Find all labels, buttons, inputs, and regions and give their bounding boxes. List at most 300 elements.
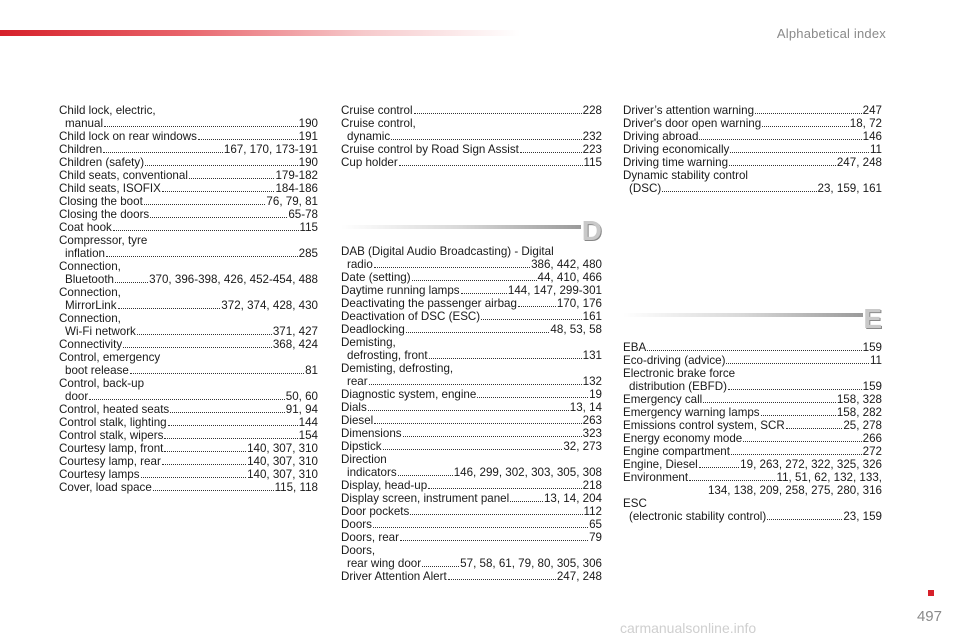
leader-dots [731,445,862,455]
entry-term: Diesel [341,414,374,427]
entry-term: Emissions control system, SCR [623,419,785,432]
leader-dots [647,341,861,351]
leader-dots [104,117,298,127]
index-entry [59,286,318,312]
entry-heading: Compressor, tyre [59,234,148,247]
index-entry [59,156,318,169]
entry-pages: 190 [298,156,318,169]
entry-term: Control stalk, lighting [59,416,167,429]
index-entry [623,367,882,393]
entry-heading: Demisting, [341,336,396,349]
leader-dots [89,390,285,400]
entry-term: (DSC) [629,182,662,195]
index-line [59,468,318,481]
entry-term: Closing the doors [59,208,150,221]
entry-pages: 154 [298,429,318,442]
entry-term: Daytime running lamps [341,284,460,297]
entry-term: Display screen, instrument panel [341,492,510,505]
entry-pages: 11 [869,354,882,367]
entry-term: distribution (EBFD) [629,380,727,393]
entry-term: Cruise control by Road Sign Assist [341,143,519,156]
entry-pages: 57, 58, 61, 79, 80, 305, 306 [460,557,602,570]
index-line [623,354,882,367]
index-entry [623,143,882,156]
leader-dots [162,455,246,465]
leader-dots [729,156,836,166]
entry-heading: Doors, [341,544,376,557]
leader-dots [399,156,583,166]
entry-term: Courtesy lamp, rear [59,455,161,468]
entry-term: Diagnostic system, engine [341,388,477,401]
entry-term: Engine compartment [623,445,730,458]
entry-pages: 115 [299,221,318,234]
leader-dots [141,468,247,478]
index-entry [59,234,318,260]
leader-dots [369,375,582,385]
index-entry [623,497,882,523]
entry-term: Wi-Fi network [65,325,136,338]
watermark: carmanualsonline.info [620,620,757,636]
index-line [341,570,602,583]
entry-heading: Connection, [59,260,121,273]
index-entry [341,531,602,544]
index-entry [59,221,318,234]
section-letter-e: E [863,303,882,334]
leader-dots [403,427,582,437]
entry-pages: 13, 14 [569,401,602,414]
entry-term: rear wing door [347,557,422,570]
index-line [623,471,882,484]
leader-dots [767,510,842,520]
index-line [59,455,318,468]
leader-dots [689,471,775,481]
index-line [623,130,882,143]
index-entry [59,429,318,442]
leader-dots [162,182,275,192]
entry-term: defrosting, front [347,349,428,362]
index-line [623,143,882,156]
entry-pages: 184-186 [275,182,318,195]
index-line [623,393,882,406]
index-entry [59,169,318,182]
index-line [59,442,318,455]
index-entry [341,297,602,310]
entry-heading: Electronic brake force [623,367,736,380]
entry-term: Control stalk, wipers [59,429,164,442]
entry-pages: 159 [862,341,882,354]
index-line [341,284,602,297]
index-entry [59,338,318,351]
header-accent-bar [0,30,520,36]
entry-term: Emergency warning lamps [623,406,760,419]
entry-heading: ESC [623,497,647,510]
index-entry [341,453,602,479]
leader-dots [429,349,582,359]
index-entry [623,432,882,445]
entry-pages: 48, 53, 58 [550,323,602,336]
entry-pages: 223 [582,143,602,156]
index-entry [59,312,318,338]
index-entry [623,156,882,169]
index-line [59,390,318,403]
entry-heading: Connection, [59,286,121,299]
index-line [59,117,318,130]
index-entry [341,143,602,156]
index-line [59,416,318,429]
leader-dots [726,354,869,364]
index-entry [341,117,602,143]
page-marker [928,590,934,596]
index-line [341,427,602,440]
entry-pages: 115, 118 [274,481,318,494]
page-number: 497 [916,608,942,625]
index-entry [341,427,602,440]
entry-pages: 79 [589,531,602,544]
entry-heading: Cruise control, [341,117,416,130]
leader-dots [477,388,588,398]
leader-dots [662,182,816,192]
entry-pages: 140, 307, 310 [247,455,318,468]
entry-pages: 81 [305,364,318,377]
entry-pages: 19 [589,388,602,401]
index-entry [623,117,882,130]
leader-dots [400,531,588,541]
index-line [341,440,602,453]
index-line [623,156,882,169]
entry-term: Courtesy lamp, front [59,442,164,455]
entry-term: Driver’s attention warning [623,104,755,117]
entry-term: Date (setting) [341,271,411,284]
entry-term: Dimensions [341,427,402,440]
index-line [623,341,882,354]
entry-term: Eco-driving (advice) [623,354,726,367]
index-line [623,104,882,117]
entry-pages: 190 [298,117,318,130]
index-entry [59,351,318,377]
index-line [59,325,318,338]
index-entry [341,336,602,362]
entry-pages: 159 [862,380,882,393]
index-line [59,130,318,143]
index-line [623,117,882,130]
index-entry [59,182,318,195]
entry-pages: 115 [583,156,602,169]
leader-dots [168,416,298,426]
leader-dots [164,429,297,439]
entry-heading: Direction [341,453,387,466]
entry-pages: 65-78 [288,208,318,221]
entry-heading: Demisting, defrosting, [341,362,454,375]
index-line [341,323,602,336]
entry-pages: 44, 410, 466 [537,271,602,284]
index-entry [341,440,602,453]
index-line [59,195,318,208]
entry-term: Driving time warning [623,156,729,169]
entry-pages: 13, 14, 204 [543,492,602,505]
index-entry [341,492,602,505]
entry-pages: 140, 307, 310 [247,442,318,455]
index-line [59,403,318,416]
leader-dots [164,442,246,452]
entry-pages: 191 [298,130,318,143]
leader-dots [170,403,285,413]
entry-term: Door pockets [341,505,410,518]
entry-heading: DAB (Digital Audio Broadcasting) - Digital [341,245,554,258]
entry-pages: 32, 273 [563,440,602,453]
entry-term: Child lock on rear windows [59,130,197,143]
index-entry [59,143,318,156]
leader-dots [189,169,275,179]
entry-term: radio [347,258,373,271]
leader-dots [150,208,287,218]
entry-pages: 247, 248 [556,570,602,583]
index-line [59,429,318,442]
entry-pages: 65 [589,518,602,531]
leader-dots [106,247,298,257]
index-line [341,258,602,271]
entry-pages: 167, 170, 173-191 [223,143,318,156]
entry-term: Driving abroad [623,130,699,143]
leader-dots [730,143,869,153]
index-entry [623,104,882,117]
entry-term: Dials [341,401,367,414]
leader-dots [391,130,581,140]
entry-heading: Control, back-up [59,377,145,390]
index-entry [623,354,882,367]
leader-dots [743,432,861,442]
entry-term: Doors [341,518,372,531]
entry-pages: 371, 427 [272,325,318,338]
index-line [341,505,602,518]
leader-dots [368,401,569,411]
index-line [341,518,602,531]
entry-pages: 323 [582,427,602,440]
leader-dots [130,364,304,374]
index-entry [341,401,602,414]
entry-pages: 232 [582,130,602,143]
entry-term: EBA [623,341,647,354]
leader-dots [699,130,861,140]
index-line [59,182,318,195]
index-line [341,388,602,401]
leader-dots [144,195,266,205]
leader-dots [113,221,299,231]
leader-dots [481,310,581,320]
entry-term: Doors, rear [341,531,399,544]
index-entry [59,104,318,130]
entry-pages: 23, 159, 161 [817,182,882,195]
entry-pages: 144, 147, 299-301 [507,284,602,297]
index-column-3 [623,104,882,523]
index-entry [623,419,882,432]
index-line [341,414,602,427]
index-entry [623,393,882,406]
leader-dots [510,492,543,502]
entry-pages: 23, 159 [843,510,882,523]
section-title: Alphabetical index [776,26,886,41]
entry-pages: 272 [862,445,882,458]
entry-pages: 146 [862,130,882,143]
index-entry [341,518,602,531]
entry-pages: 368, 424 [272,338,318,351]
index-line [59,338,318,351]
index-column-1 [59,104,318,494]
entry-term: Driver's door open warning [623,117,762,130]
index-entry [341,479,602,492]
index-line [341,349,602,362]
leader-dots [520,143,582,153]
entry-pages: 11, 51, 62, 132, 133, [776,471,882,484]
index-line [59,273,318,286]
leader-dots [153,481,274,491]
index-line [59,208,318,221]
entry-pages-continued: 134, 138, 209, 258, 275, 280, 316 [707,484,882,497]
leader-dots [786,419,843,429]
entry-pages: 50, 60 [285,390,318,403]
index-entry [341,104,602,117]
index-line [341,156,602,169]
leader-dots [123,338,272,348]
leader-dots [703,393,836,403]
index-entry [623,445,882,458]
index-entry [341,544,602,570]
leader-dots [118,299,221,309]
entry-term: Child seats, conventional [59,169,188,182]
index-entry [341,245,602,271]
entry-pages: 76, 79, 81 [266,195,318,208]
index-entry [59,130,318,143]
entry-term: Cover, load space [59,481,152,494]
entry-heading: Control, emergency [59,351,161,364]
entry-term: door [65,390,89,403]
entry-term: Closing the boot [59,195,143,208]
entry-term: Dipstick [341,440,382,453]
leader-dots [448,570,556,580]
leader-dots [374,258,530,268]
entry-term: Environment [623,471,689,484]
entry-pages: 170, 176 [556,297,602,310]
entry-term: Cruise control [341,104,413,117]
entry-term: inflation [65,247,105,260]
index-entry [341,156,602,169]
entry-term: Deactivation of DSC (ESC) [341,310,481,323]
entry-term: MirrorLink [65,299,117,312]
entry-term: Driver Attention Alert [341,570,447,583]
index-entry [623,471,882,497]
index-line [59,156,318,169]
entry-term: Deactivating the passenger airbag [341,297,517,310]
entry-term: Connectivity [59,338,123,351]
entry-pages: 132 [582,375,602,388]
leader-dots [398,466,453,476]
index-entry [59,403,318,416]
leader-dots [103,143,223,153]
index-column-2 [341,104,602,583]
index-entry [623,458,882,471]
index-line [341,401,602,414]
index-entry [59,481,318,494]
entry-pages: 247, 248 [836,156,882,169]
index-entry [341,271,602,284]
entry-pages: 372, 374, 428, 430 [221,299,318,312]
entry-pages: 140, 307, 310 [247,468,318,481]
entry-term: manual [65,117,104,130]
index-line [59,247,318,260]
leader-dots [410,505,582,515]
leader-dots [198,130,298,140]
entry-pages: 19, 263, 272, 322, 325, 326 [740,458,882,471]
entry-pages: 112 [583,505,602,518]
entry-term: boot release [65,364,129,377]
leader-dots [406,323,550,333]
index-entry [623,406,882,419]
entry-heading: Dynamic stability control [623,169,748,182]
letter-divider-d [341,197,602,246]
index-line [341,271,602,284]
leader-dots [422,557,459,567]
index-entry [341,388,602,401]
leader-dots [762,117,849,127]
index-line [59,364,318,377]
entry-term: Control, heated seats [59,403,170,416]
entry-term: Energy economy mode [623,432,743,445]
index-line [59,299,318,312]
index-entry [59,377,318,403]
entry-term: Children (safety) [59,156,145,169]
leader-dots [728,380,862,390]
entry-pages: 285 [298,247,318,260]
entry-term: rear [347,375,368,388]
entry-term: Children [59,143,103,156]
entry-term: Bluetooth [65,273,114,286]
entry-pages: 11 [869,143,882,156]
entry-pages: 179-182 [275,169,318,182]
index-entry [59,455,318,468]
entry-pages: 266 [862,432,882,445]
index-entry [623,169,882,195]
entry-term: Emergency call [623,393,703,406]
leader-dots [699,458,739,468]
index-entry [341,505,602,518]
entry-pages: 161 [582,310,602,323]
index-entry [623,130,882,143]
index-line [623,458,882,471]
index-line [341,466,602,479]
index-line [623,432,882,445]
index-entry [59,468,318,481]
letter-divider-e [623,285,882,334]
index-line [59,169,318,182]
index-line [341,492,602,505]
entry-pages: 247 [862,104,882,117]
leader-dots [115,273,148,283]
entry-term: Driving economically [623,143,730,156]
leader-dots [383,440,563,450]
entry-pages: 263 [582,414,602,427]
leader-dots [755,104,862,114]
leader-dots [137,325,272,335]
entry-pages: 131 [582,349,602,362]
leader-dots [518,297,556,307]
index-entry [341,414,602,427]
index-line [341,375,602,388]
index-line [59,221,318,234]
index-line [341,557,602,570]
index-line [623,510,882,523]
index-line [623,419,882,432]
entry-term: indicators [347,466,397,479]
entry-term: Courtesy lamps [59,468,140,481]
